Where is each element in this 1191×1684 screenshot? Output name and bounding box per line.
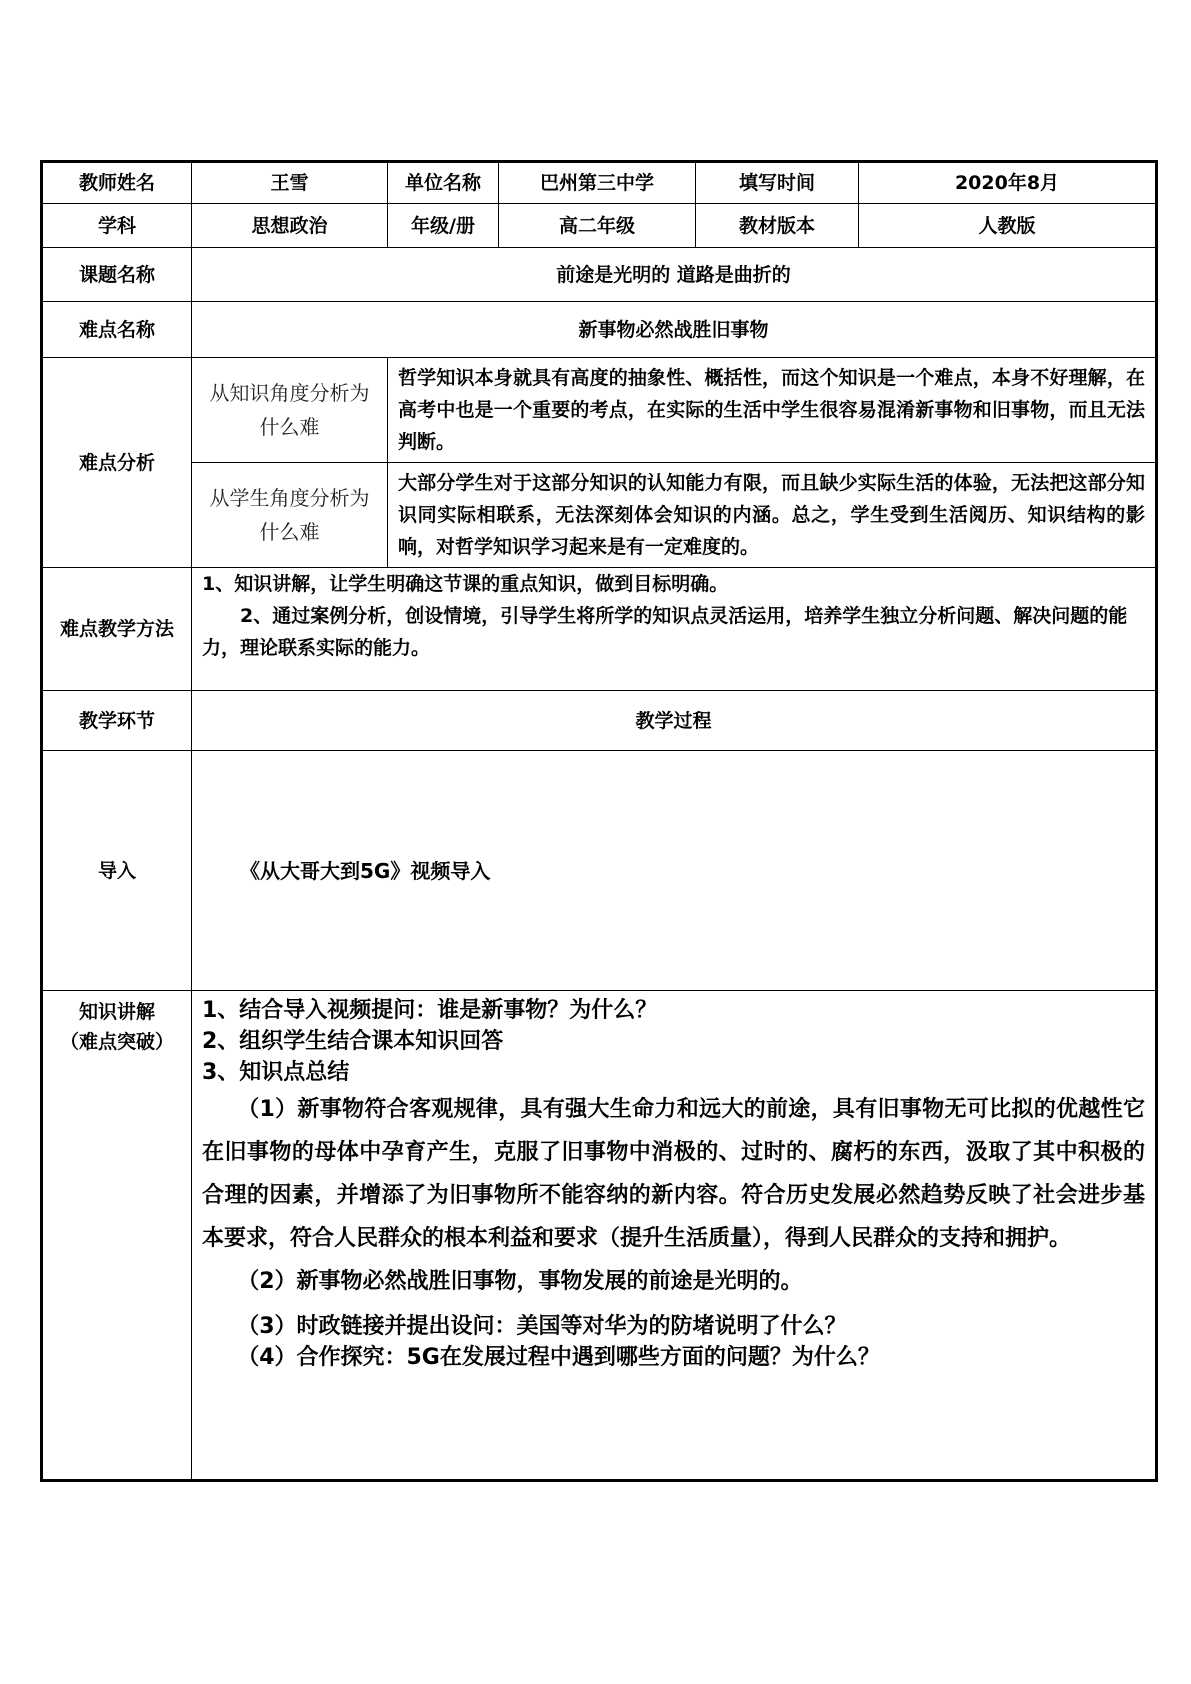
knowledge-item-3: 3、知识点总结: [202, 1060, 350, 1085]
process-value: 教学过程: [192, 691, 1157, 751]
knowledge-point-2: （2）新事物必然战胜旧事物，事物发展的前途是光明的。: [237, 1269, 803, 1294]
knowledge-point-3: （3）时政链接并提出设问：美国等对华为的防堵说明了什么？: [237, 1314, 847, 1339]
teacher-label: 教师姓名: [42, 162, 192, 204]
knowledge-content: [192, 991, 1157, 1481]
knowledge-item-2: 2、组织学生结合课本知识回答: [202, 1029, 504, 1054]
knowledge-angle-text: 哲学知识本身就具有高度的抽象性、概括性，而这个知识是一个难点，本身不好理解，在高考中也是一个重要的考点，在实际的生活中学生很容易混淆新事物和旧事物，而且无法判断。: [388, 358, 1157, 463]
difficulty-row: [42, 302, 1157, 358]
lesson-plan-table: [40, 160, 1158, 1482]
student-angle-label: 从学生角度分析为什么难: [192, 463, 388, 568]
process-label: 教学环节: [42, 691, 192, 751]
lesson-plan-sheet: [40, 160, 1155, 1482]
grade-value: 高二年级: [499, 204, 696, 248]
knowledge-label: [42, 991, 192, 1481]
date-label: 填写时间: [696, 162, 859, 204]
knowledge-item-1: 1、结合导入视频提问：谁是新事物？为什么？: [202, 998, 658, 1023]
knowledge-point-4: （4）合作探究：5G在发展过程中遇到哪些方面的问题？为什么？: [237, 1345, 880, 1370]
knowledge-label-line-2: （难点突破）: [59, 1031, 174, 1053]
difficulty-label: 难点名称: [42, 302, 192, 358]
intro-text: 《从大哥大到5G》视频导入: [192, 751, 1157, 991]
analysis-row-student: [42, 463, 1157, 568]
topic-label: 课题名称: [42, 248, 192, 302]
date-value: 2020年8月: [859, 162, 1157, 204]
analysis-label: 难点分析: [42, 358, 192, 568]
analysis-row-knowledge: [42, 358, 1157, 463]
intro-label: 导入: [42, 751, 192, 991]
method-label: 难点教学方法: [42, 568, 192, 691]
teacher-value: 王雪: [192, 162, 388, 204]
knowledge-angle-label: 从知识角度分析为什么难: [192, 358, 388, 463]
intro-row: [42, 751, 1157, 991]
method-line-2: 2、通过案例分析，创设情境，引导学生将所学的知识点灵活运用，培养学生独立分析问题、解决问题的能力，理论联系实际的能力。: [202, 605, 1128, 659]
unit-label: 单位名称: [388, 162, 499, 204]
method-line-1: 1、知识讲解，让学生明确这节课的重点知识，做到目标明确。: [202, 573, 729, 595]
knowledge-point-1: （1）新事物符合客观规律，具有强大生命力和远大的前途，具有旧事物无可比拟的优越性它在旧事物的母体中孕育产生，克服了旧事物中消极的、过时的、腐朽的东西，汲取了其中积极的合理的因素，并增添了为旧事物所不能容纳的新内容。符合历史发展必然趋势反映了社会进步基本要求，符合人民群众的根本利益和要求（提升生活质量），得到人民群众的支持和拥护。: [202, 1097, 1145, 1251]
unit-value: 巴州第三中学: [499, 162, 696, 204]
process-row: [42, 691, 1157, 751]
subject-label: 学科: [42, 204, 192, 248]
subject-value: 思想政治: [192, 204, 388, 248]
student-angle-text: 大部分学生对于这部分知识的认知能力有限，而且缺少实际生活的体验，无法把这部分知识同实际相联系，无法深刻体会知识的内涵。总之，学生受到生活阅历、知识结构的影响，对哲学知识学习起来是有一定难度的。: [388, 463, 1157, 568]
knowledge-label-line-1: 知识讲解: [78, 1001, 155, 1023]
method-content: [192, 568, 1157, 691]
header-row-1: [42, 162, 1157, 204]
topic-row: [42, 248, 1157, 302]
edition-label: 教材版本: [696, 204, 859, 248]
grade-label: 年级/册: [388, 204, 499, 248]
topic-value: 前途是光明的 道路是曲折的: [192, 248, 1157, 302]
edition-value: 人教版: [859, 204, 1157, 248]
difficulty-value: 新事物必然战胜旧事物: [192, 302, 1157, 358]
header-row-2: [42, 204, 1157, 248]
knowledge-row: [42, 991, 1157, 1481]
method-row: [42, 568, 1157, 691]
